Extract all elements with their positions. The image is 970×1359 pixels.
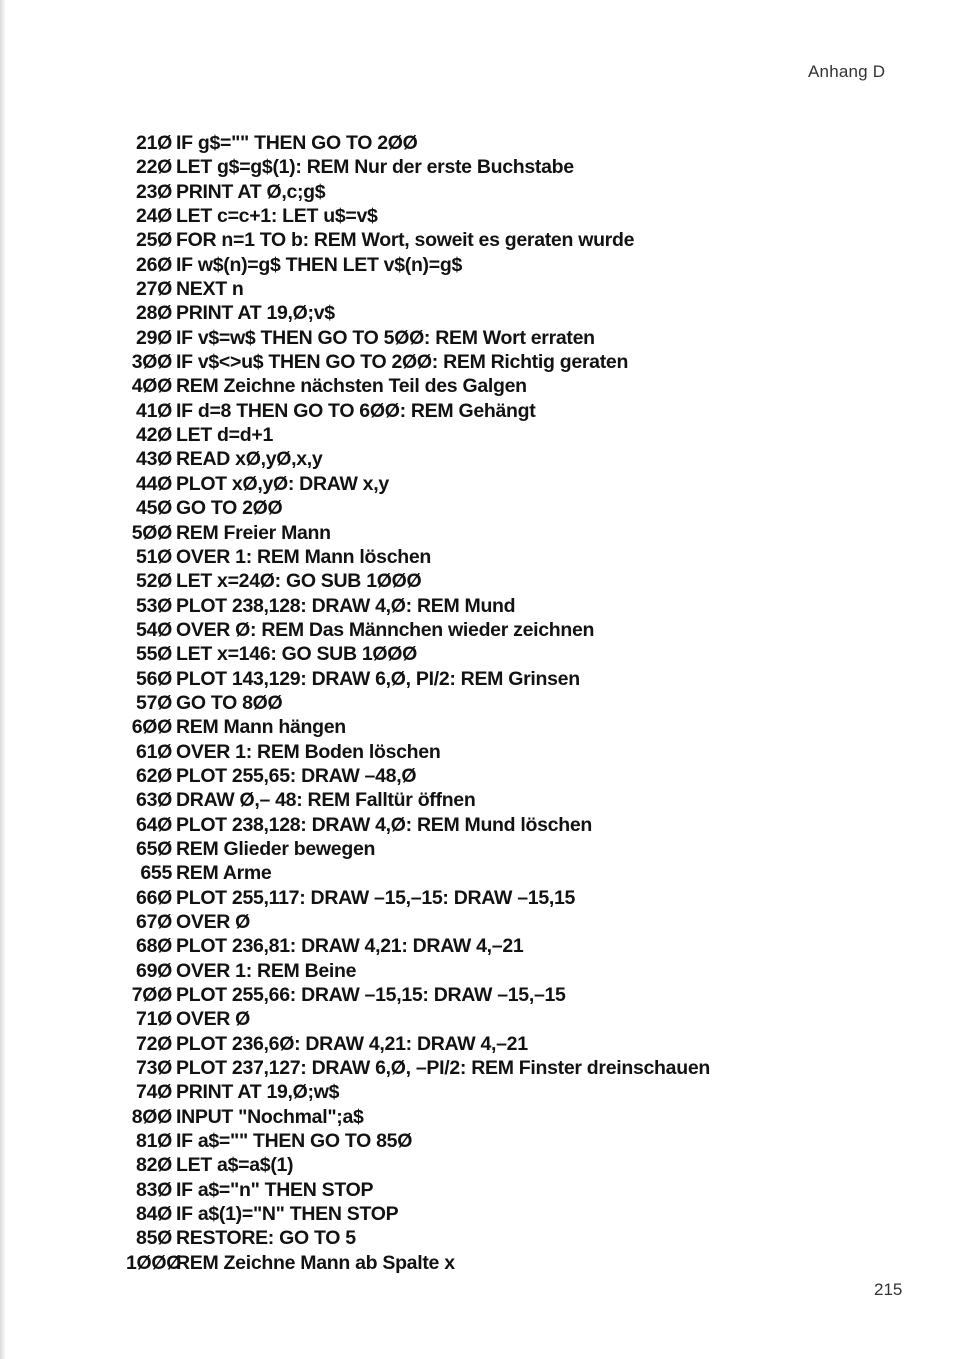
line-number: 53Ø (136, 594, 172, 617)
line-number: 26Ø (136, 253, 172, 276)
code-statement: PLOT 143,129: DRAW 6,Ø, PI/2: REM Grinsen (176, 667, 580, 690)
line-number: 54Ø (136, 618, 172, 641)
code-statement: IF a$(1)="N" THEN STOP (176, 1203, 399, 1226)
code-statement: RESTORE: GO TO 5 (176, 1227, 356, 1250)
line-number: 29Ø (136, 326, 172, 349)
code-statement: OVER 1: REM Boden löschen (176, 740, 441, 763)
code-line (126, 1226, 826, 1250)
line-number: 73Ø (136, 1057, 172, 1080)
line-number: 7ØØ (131, 984, 172, 1007)
line-number: 85Ø (136, 1227, 172, 1250)
code-statement: LET d=d+1 (176, 424, 273, 447)
code-statement: PLOT 255,66: DRAW –15,15: DRAW –15,–15 (176, 984, 566, 1007)
code-line (126, 764, 826, 788)
code-statement: PRINT AT 19,Ø;w$ (176, 1081, 340, 1104)
line-number: 5ØØ (131, 521, 172, 544)
code-line (126, 1153, 826, 1177)
code-line (126, 959, 826, 983)
line-number: 65Ø (136, 837, 172, 860)
code-statement: LET a$=a$(1) (176, 1154, 294, 1177)
line-number: 72Ø (136, 1032, 172, 1055)
line-number: 22Ø (136, 156, 172, 179)
code-statement: OVER 1: REM Beine (176, 959, 357, 982)
code-statement: NEXT n (176, 278, 244, 301)
line-number: 1ØØØ (126, 1251, 182, 1274)
code-line (126, 228, 826, 252)
line-number: 27Ø (136, 278, 172, 301)
line-number: 51Ø (136, 545, 172, 568)
line-number: 55Ø (136, 643, 172, 666)
code-statement: DRAW Ø,– 48: REM Falltür öffnen (176, 789, 476, 812)
code-statement: PLOT 255,65: DRAW –48,Ø (176, 764, 417, 787)
code-statement: OVER Ø (176, 1008, 251, 1031)
code-line (126, 642, 826, 666)
line-number: 82Ø (136, 1154, 172, 1177)
code-line (126, 691, 826, 715)
line-number: 69Ø (136, 959, 172, 982)
code-line (126, 277, 826, 301)
code-statement: IF a$="" THEN GO TO 85Ø (176, 1130, 413, 1153)
line-number: 43Ø (136, 448, 172, 471)
code-line (126, 204, 826, 228)
code-statement: PRINT AT 19,Ø;v$ (176, 302, 335, 325)
code-statement: REM Glieder bewegen (176, 837, 376, 860)
code-line (126, 618, 826, 642)
code-line (126, 837, 826, 861)
line-number: 6ØØ (131, 716, 172, 739)
code-statement: FOR n=1 TO b: REM Wort, soweit es geraten wurde (176, 229, 635, 252)
code-line (126, 594, 826, 618)
running-header: Anhang D (808, 62, 886, 81)
code-statement: IF v$<>u$ THEN GO TO 2ØØ: REM Richtig geraten (176, 351, 629, 374)
code-statement: REM Zeichne nächsten Teil des Galgen (176, 375, 527, 398)
code-statement: OVER 1: REM Mann löschen (176, 545, 432, 568)
code-statement: REM Zeichne Mann ab Spalte x (176, 1251, 455, 1274)
code-line (126, 886, 826, 910)
code-statement: GO TO 2ØØ (176, 497, 283, 520)
code-statement: LET x=24Ø: GO SUB 1ØØØ (176, 570, 422, 593)
code-line (126, 399, 826, 423)
code-line (126, 521, 826, 545)
page-number: 215 (874, 1280, 903, 1299)
line-number: 8ØØ (131, 1105, 172, 1128)
code-line (126, 788, 826, 812)
line-number: 28Ø (136, 302, 172, 325)
code-line (126, 861, 826, 885)
code-line (126, 740, 826, 764)
line-number: 61Ø (136, 740, 172, 763)
code-line (126, 1032, 826, 1056)
code-line (126, 326, 826, 350)
code-statement: PLOT 255,117: DRAW –15,–15: DRAW –15,15 (176, 886, 576, 909)
code-statement: PRINT AT Ø,c;g$ (176, 180, 326, 203)
line-number: 83Ø (136, 1178, 172, 1201)
line-number: 74Ø (136, 1081, 172, 1104)
code-statement: OVER Ø (176, 911, 251, 933)
code-statement: PLOT 237,127: DRAW 6,Ø, –PI/2: REM Finster dreinschauen (176, 1057, 710, 1080)
code-line (126, 1202, 826, 1226)
code-line (126, 374, 826, 398)
line-number: 57Ø (136, 691, 172, 714)
code-line (126, 983, 826, 1007)
code-statement: IF a$="n" THEN STOP (176, 1178, 374, 1201)
code-statement: IF v$=w$ THEN GO TO 5ØØ: REM Wort erraten (176, 326, 595, 349)
code-statement: INPUT "Nochmal";a$ (176, 1105, 364, 1128)
code-line (126, 1080, 826, 1104)
code-statement: LET c=c+1: LET u$=v$ (176, 205, 378, 228)
code-line (126, 1007, 826, 1031)
code-statement: PLOT 238,128: DRAW 4,Ø: REM Mund (176, 594, 516, 617)
line-number: 64Ø (136, 813, 172, 836)
line-number: 41Ø (136, 399, 172, 422)
basic-program-listing (126, 131, 826, 1275)
code-statement: READ xØ,yØ,x,y (176, 448, 323, 471)
line-number: 84Ø (136, 1203, 172, 1226)
line-number: 45Ø (136, 497, 172, 520)
code-statement: REM Freier Mann (176, 521, 331, 544)
line-number: 71Ø (136, 1008, 172, 1031)
code-line (126, 496, 826, 520)
code-statement: PLOT 236,81: DRAW 4,21: DRAW 4,–21 (176, 935, 524, 958)
code-line (126, 1105, 826, 1129)
line-number: 67Ø (136, 911, 172, 933)
line-number: 24Ø (136, 205, 172, 228)
code-line (126, 545, 826, 569)
code-line (126, 715, 826, 739)
code-statement: PLOT 238,128: DRAW 4,Ø: REM Mund löschen (176, 813, 592, 836)
line-number: 62Ø (136, 764, 172, 787)
code-statement: PLOT 236,6Ø: DRAW 4,21: DRAW 4,–21 (176, 1032, 528, 1055)
code-line (126, 350, 826, 374)
code-statement: REM Arme (176, 862, 272, 885)
code-statement: LET g$=g$(1): REM Nur der erste Buchstabe (176, 156, 574, 179)
code-line (126, 447, 826, 471)
line-number: 4ØØ (131, 375, 172, 398)
code-statement: GO TO 8ØØ (176, 691, 283, 714)
code-statement: IF g$="" THEN GO TO 2ØØ (176, 132, 418, 154)
code-statement: IF w$(n)=g$ THEN LET v$(n)=g$ (176, 253, 462, 276)
code-statement: REM Mann hängen (176, 716, 346, 739)
code-line (126, 423, 826, 447)
line-number: 21Ø (136, 132, 172, 154)
code-line (126, 569, 826, 593)
code-line (126, 1178, 826, 1202)
code-line (126, 667, 826, 691)
code-statement: LET x=146: GO SUB 1ØØØ (176, 643, 418, 666)
code-line (126, 301, 826, 325)
line-number: 68Ø (136, 935, 172, 958)
code-line (126, 1251, 826, 1275)
line-number: 44Ø (136, 472, 172, 495)
line-number: 66Ø (136, 886, 172, 909)
code-line (126, 253, 826, 277)
code-line (126, 472, 826, 496)
line-number: 25Ø (136, 229, 172, 252)
code-statement: IF d=8 THEN GO TO 6ØØ: REM Gehängt (176, 399, 536, 422)
line-number: 52Ø (136, 570, 172, 593)
code-line (126, 910, 826, 934)
code-line (126, 813, 826, 837)
code-statement: PLOT xØ,yØ: DRAW x,y (176, 472, 389, 495)
line-number: 655 (140, 862, 172, 885)
code-line (126, 1056, 826, 1080)
page-edge-shadow (0, 0, 6, 1359)
code-statement: OVER Ø: REM Das Männchen wieder zeichnen (176, 618, 595, 641)
line-number: 63Ø (136, 789, 172, 812)
line-number: 3ØØ (131, 351, 172, 374)
code-line (126, 155, 826, 179)
line-number: 81Ø (136, 1130, 172, 1153)
line-number: 56Ø (136, 667, 172, 690)
code-line (126, 1129, 826, 1153)
code-line (126, 934, 826, 958)
code-line (126, 180, 826, 204)
code-line (126, 131, 826, 155)
line-number: 23Ø (136, 180, 172, 203)
line-number: 42Ø (136, 424, 172, 447)
